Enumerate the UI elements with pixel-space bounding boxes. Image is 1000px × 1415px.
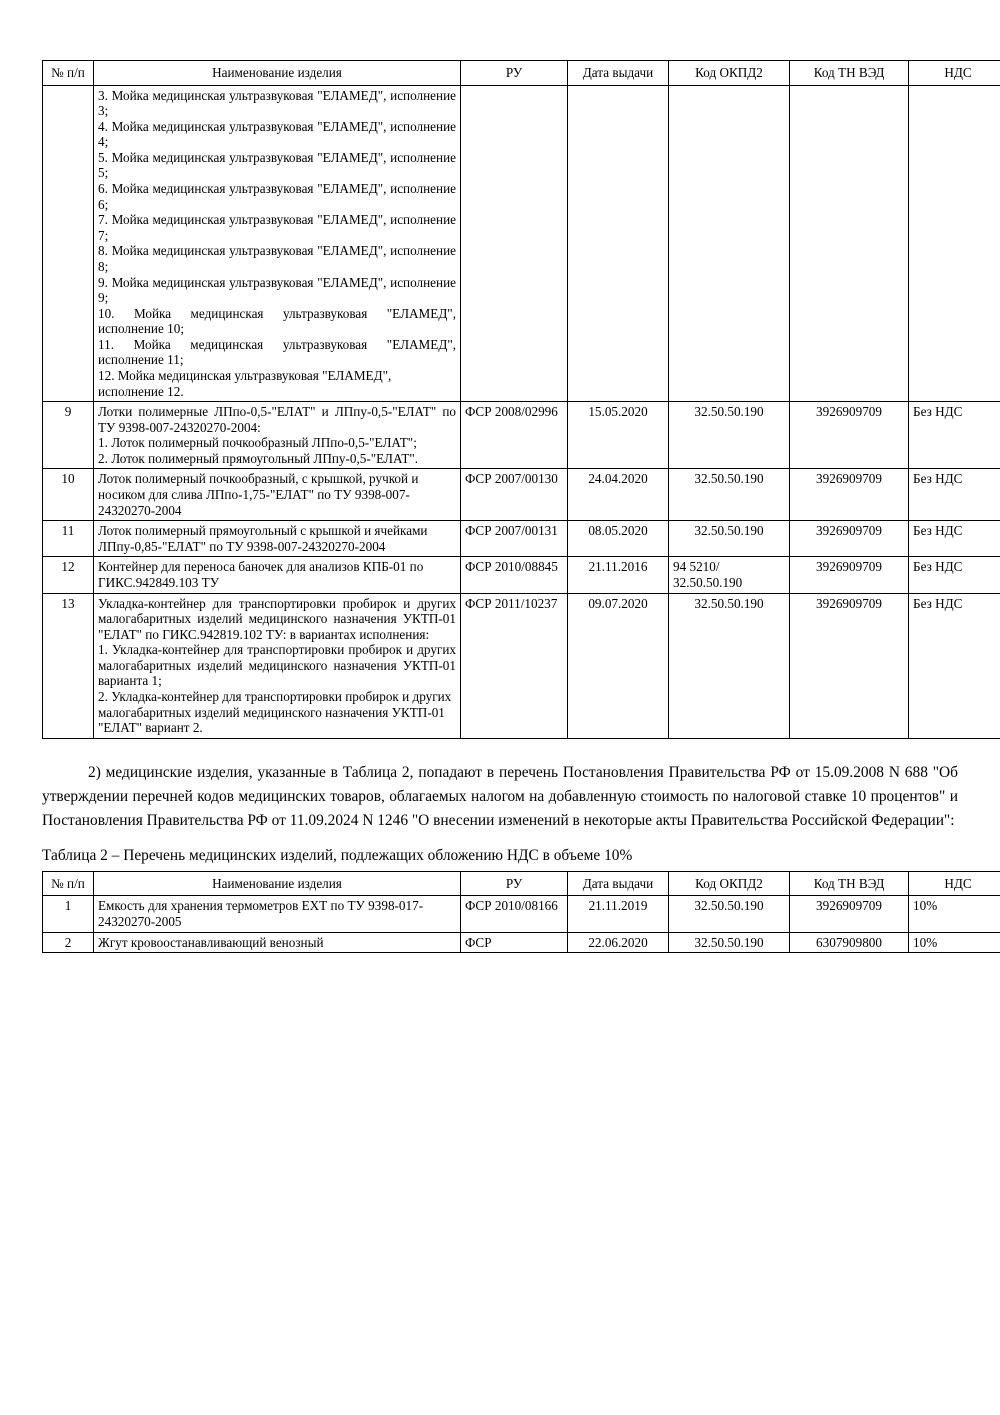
table-row bbox=[43, 557, 1000, 593]
name-line: 5. Мойка медицинская ультразвуковая "ЕЛАМЕД", исполнение 5; bbox=[98, 149, 456, 181]
table-header-row bbox=[43, 871, 1000, 896]
column-header-nds: НДС bbox=[909, 61, 1000, 86]
name-line: 11. Мойка медицинская ультразвуковая "ЕЛАМЕД", исполнение 11; bbox=[98, 336, 456, 368]
name-line: Контейнер для переноса баночек для анализов КПБ-01 по ГИКС.942849.103 ТУ bbox=[98, 559, 424, 590]
name-line: 3. Мойка медицинская ультразвуковая "ЕЛАМЕД", исполнение 3; bbox=[98, 87, 456, 119]
cell-tnved: 3926909709 bbox=[790, 896, 909, 932]
column-header-nds: НДС bbox=[909, 871, 1000, 896]
cell-okpd2 bbox=[669, 85, 790, 402]
name-line: Лотки полимерные ЛПпо-0,5-"ЕЛАТ" и ЛПпу-0,5-"ЕЛАТ" по ТУ 9398-007-24320270-2004: bbox=[98, 404, 456, 435]
table-row bbox=[43, 85, 1000, 402]
cell-date: 22.06.2020 bbox=[568, 932, 669, 953]
cell-ru: ФСР 2007/00130 bbox=[461, 469, 568, 521]
table2-body bbox=[43, 896, 1000, 953]
table-row bbox=[43, 593, 1000, 738]
cell-number: 9 bbox=[43, 402, 94, 469]
table2-caption: Таблица 2 – Перечень медицинских изделий, подлежащих обложению НДС в объеме 10% bbox=[42, 846, 633, 864]
cell-nds: Без НДС bbox=[909, 593, 1000, 738]
cell-tnved: 3926909709 bbox=[790, 469, 909, 521]
name-line: Жгут кровоостанавливающий венозный bbox=[98, 934, 324, 950]
cell-name bbox=[94, 932, 461, 953]
table-medical-devices-vat-exempt bbox=[42, 60, 1000, 739]
column-header-name: Наименование изделия bbox=[94, 871, 461, 896]
name-line: Лоток полимерный почкообразный, с крышкой, ручкой и носиком для слива ЛПпо-1,75-"ЕЛАТ" по ТУ 9398-007-24320270-2004 bbox=[98, 471, 419, 518]
table-row bbox=[43, 896, 1000, 932]
column-header-date: Дата выдачи bbox=[568, 61, 669, 86]
cell-ru: ФСР 2008/02996 bbox=[461, 402, 568, 469]
paragraph-text: 2) медицинские изделия, указанные в Таблица 2, попадают в перечень Постановления Правительства РФ от 15.09.2008 N 688 "Об утверждении перечней кодов медицинских товаров, облагаемых налогом на добавленную стоимость по налоговой ставке 10 процентов" и Постановления Правительства РФ от 11.09.2024 N 1246 "О внесении изменений в некоторые акты Правительства Российской Федерации": bbox=[42, 763, 958, 830]
name-line: Лоток полимерный прямоугольный с крышкой и ячейками ЛПпу-0,85-"ЕЛАТ" по ТУ 9398-007-24320270-2004 bbox=[98, 523, 428, 554]
cell-tnved bbox=[790, 85, 909, 402]
cell-nds: 10% bbox=[909, 932, 1000, 953]
cell-okpd2: 32.50.50.190 bbox=[669, 932, 790, 953]
name-line: 1. Лоток полимерный почкообразный ЛПпо-0,5-"ЕЛАТ"; bbox=[98, 435, 417, 451]
paragraph-block bbox=[42, 761, 958, 834]
cell-nds: Без НДС bbox=[909, 469, 1000, 521]
cell-name bbox=[94, 85, 461, 402]
table-row bbox=[43, 521, 1000, 557]
cell-okpd2: 32.50.50.190 bbox=[669, 469, 790, 521]
cell-nds: Без НДС bbox=[909, 402, 1000, 469]
column-header-number: № п/п bbox=[43, 871, 94, 896]
cell-date: 24.04.2020 bbox=[568, 469, 669, 521]
cell-date bbox=[568, 85, 669, 402]
table-row bbox=[43, 932, 1000, 953]
cell-ru: ФСР 2010/08845 bbox=[461, 557, 568, 593]
table1-header bbox=[43, 61, 1000, 86]
cell-nds bbox=[909, 85, 1000, 402]
cell-tnved: 3926909709 bbox=[790, 402, 909, 469]
cell-number: 10 bbox=[43, 469, 94, 521]
name-line: 10. Мойка медицинская ультразвуковая "ЕЛАМЕД", исполнение 10; bbox=[98, 305, 456, 337]
cell-nds: Без НДС bbox=[909, 557, 1000, 593]
name-line: Емкость для хранения термометров ЕХТ по ТУ 9398-017-24320270-2005 bbox=[98, 898, 424, 929]
cell-okpd2: 94 5210/ 32.50.50.190 bbox=[669, 557, 790, 593]
cell-number: 12 bbox=[43, 557, 94, 593]
cell-number: 2 bbox=[43, 932, 94, 953]
name-line: 9. Мойка медицинская ультразвуковая "ЕЛАМЕД", исполнение 9; bbox=[98, 274, 456, 306]
cell-ru: ФСР 2007/00131 bbox=[461, 521, 568, 557]
cell-date: 21.11.2019 bbox=[568, 896, 669, 932]
cell-nds: Без НДС bbox=[909, 521, 1000, 557]
cell-tnved: 3926909709 bbox=[790, 557, 909, 593]
cell-tnved: 6307909800 bbox=[790, 932, 909, 953]
cell-name bbox=[94, 896, 461, 932]
column-header-okpd2: Код ОКПД2 bbox=[669, 871, 790, 896]
column-header-ru: РУ bbox=[461, 871, 568, 896]
table-row bbox=[43, 469, 1000, 521]
cell-number: 1 bbox=[43, 896, 94, 932]
table-header-row bbox=[43, 61, 1000, 86]
column-header-tnved: Код ТН ВЭД bbox=[790, 61, 909, 86]
cell-okpd2: 32.50.50.190 bbox=[669, 896, 790, 932]
name-line: 12. Мойка медицинская ультразвуковая "ЕЛАМЕД", исполнение 12. bbox=[98, 367, 392, 399]
cell-name bbox=[94, 593, 461, 738]
cell-date: 15.05.2020 bbox=[568, 402, 669, 469]
name-line: 2. Лоток полимерный прямоугольный ЛПпу-0,5-"ЕЛАТ". bbox=[98, 450, 419, 466]
cell-date: 21.11.2016 bbox=[568, 557, 669, 593]
cell-name bbox=[94, 469, 461, 521]
table-medical-devices-vat-10 bbox=[42, 871, 1000, 953]
name-line: 4. Мойка медицинская ультразвуковая "ЕЛАМЕД", исполнение 4; bbox=[98, 118, 456, 150]
cell-okpd2: 32.50.50.190 bbox=[669, 593, 790, 738]
cell-ru: ФСР 2011/10237 bbox=[461, 593, 568, 738]
name-line: 6. Мойка медицинская ультразвуковая "ЕЛАМЕД", исполнение 6; bbox=[98, 181, 456, 212]
cell-date: 08.05.2020 bbox=[568, 521, 669, 557]
cell-nds: 10% bbox=[909, 896, 1000, 932]
cell-number: 11 bbox=[43, 521, 94, 557]
cell-date: 09.07.2020 bbox=[568, 593, 669, 738]
column-header-tnved: Код ТН ВЭД bbox=[790, 871, 909, 896]
cell-okpd2: 32.50.50.190 bbox=[669, 402, 790, 469]
name-line: 2. Укладка-контейнер для транспортировки пробирок и других малогабаритных изделий медицинского назначения УКТП-01 "ЕЛАТ" вариант 2. bbox=[98, 688, 452, 736]
column-header-okpd2: Код ОКПД2 bbox=[669, 61, 790, 86]
cell-name bbox=[94, 557, 461, 593]
cell-name bbox=[94, 402, 461, 469]
table2-header bbox=[43, 871, 1000, 896]
table1-body bbox=[43, 85, 1000, 738]
table-row bbox=[43, 402, 1000, 469]
cell-tnved: 3926909709 bbox=[790, 521, 909, 557]
cell-ru: ФСР bbox=[461, 932, 568, 953]
name-line: 8. Мойка медицинская ультразвуковая "ЕЛАМЕД", исполнение 8; bbox=[98, 243, 456, 274]
name-line: 1. Укладка-контейнер для транспортировки пробирок и других малогабаритных изделий медицинского назначения УКТП-01 варианта 1; bbox=[98, 642, 456, 689]
name-line: 7. Мойка медицинская ультразвуковая "ЕЛАМЕД", исполнение 7; bbox=[98, 212, 456, 243]
column-header-date: Дата выдачи bbox=[568, 871, 669, 896]
cell-okpd2: 32.50.50.190 bbox=[669, 521, 790, 557]
column-header-name: Наименование изделия bbox=[94, 61, 461, 86]
column-header-ru: РУ bbox=[461, 61, 568, 86]
cell-ru: ФСР 2010/08166 bbox=[461, 896, 568, 932]
cell-number bbox=[43, 85, 94, 402]
cell-number: 13 bbox=[43, 593, 94, 738]
column-header-number: № п/п bbox=[43, 61, 94, 86]
cell-name bbox=[94, 521, 461, 557]
cell-tnved: 3926909709 bbox=[790, 593, 909, 738]
cell-ru bbox=[461, 85, 568, 402]
name-line: Укладка-контейнер для транспортировки пробирок и других малогабаритных изделий медицинского назначения УКТП-01 "ЕЛАТ" по ГИКС.942819.102 ТУ: в вариантах исполнения: bbox=[98, 595, 456, 642]
